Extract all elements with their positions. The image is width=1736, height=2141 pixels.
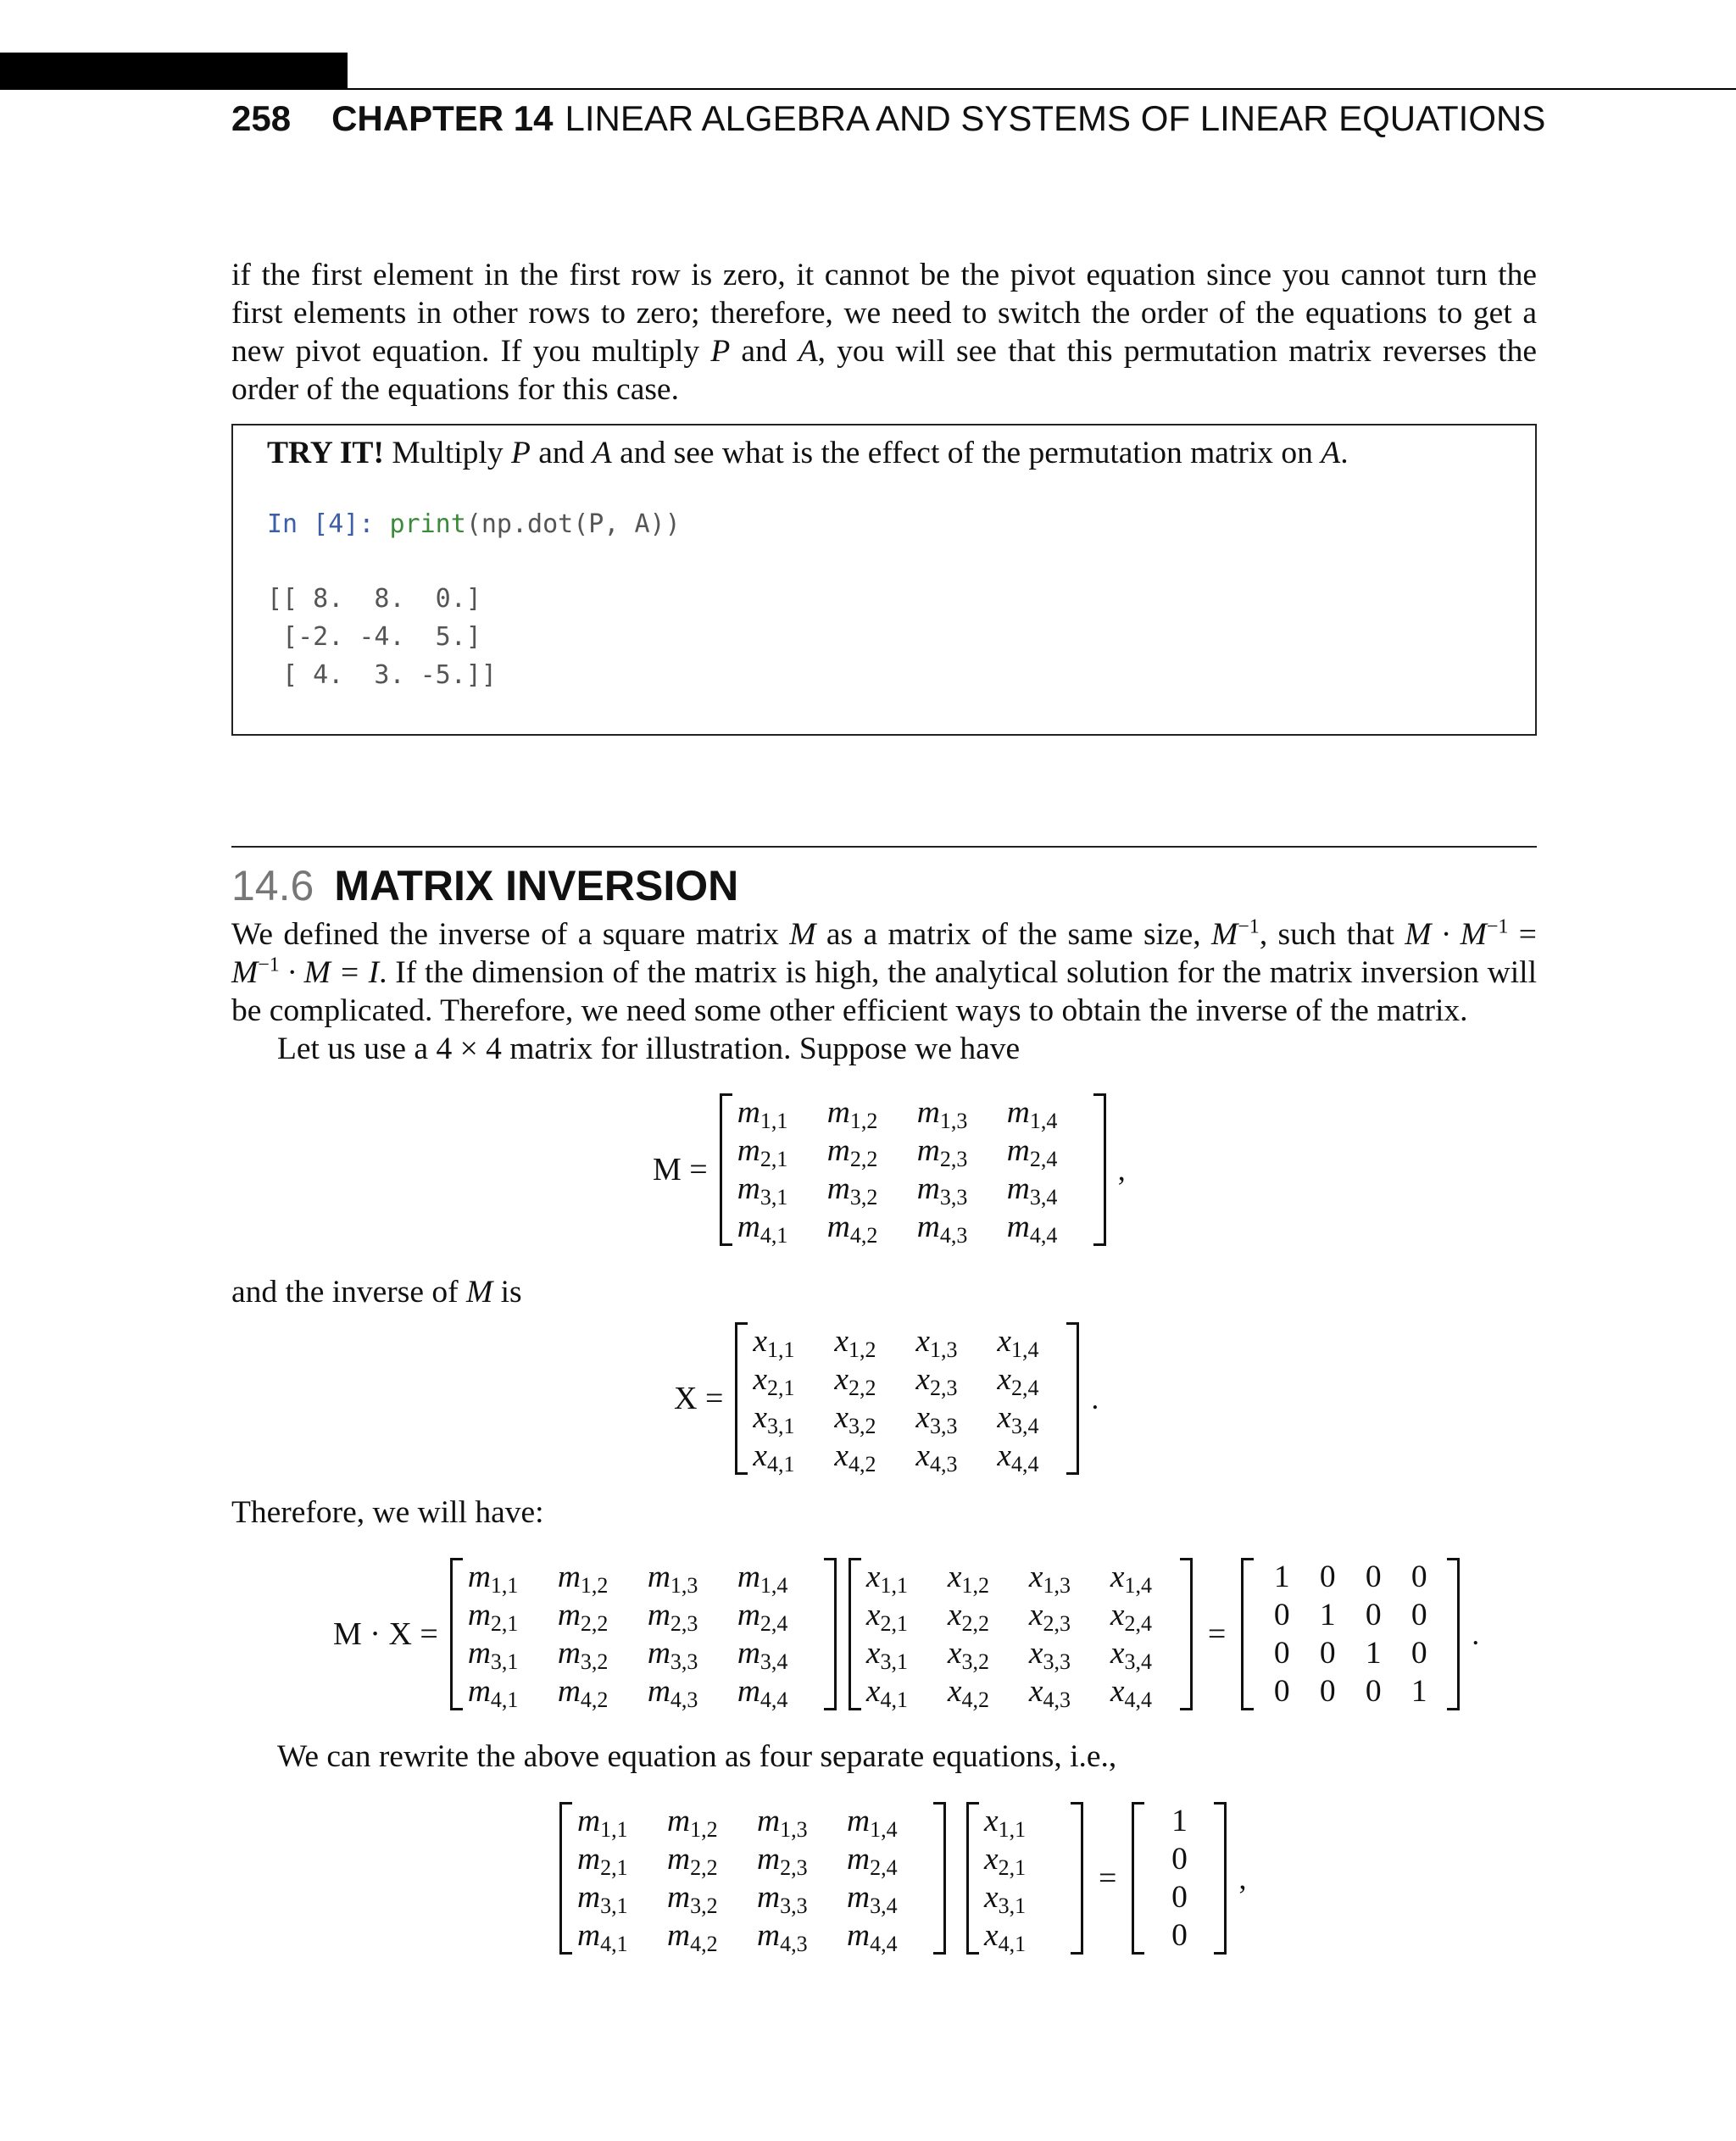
matrix-entry: $x_{2,4}$ <box>997 1362 1039 1400</box>
paragraph-inverse-definition: We defined the inverse of a square matrix M as a matrix of the same size, $M^{-1}$, such that $M \cdot M^{-1} = M^{-1} \cdot M = I$. If the dimension of the matrix is high, the analytical solution for the matrix inversion will be complicated. Therefore, we need some other efficient ways to obtain the inverse of the matrix. <box>231 915 1537 1028</box>
section-rule <box>231 846 1537 848</box>
matrix-entry: $x_{3,2}$ <box>947 1636 989 1674</box>
matrix-entry: $x_{1,4}$ <box>1110 1560 1152 1598</box>
matrix-entry: $m_{2,4}$ <box>1006 1133 1058 1171</box>
matrix-entry: $x_{1,2}$ <box>834 1324 876 1362</box>
matrix-entry: $x_{1,3}$ <box>915 1324 958 1362</box>
matrix-entry: 1 <box>1171 1804 1188 1838</box>
matrix-entry: $m_{1,1}$ <box>467 1560 519 1598</box>
equation-lhs: M = <box>653 1152 708 1187</box>
matrix-entry: $x_{3,2}$ <box>834 1400 876 1438</box>
matrix-entry: $m_{4,1}$ <box>467 1674 519 1712</box>
matrix-entry: $m_{3,2}$ <box>826 1171 878 1210</box>
identity-matrix <box>1241 1558 1460 1710</box>
section-title: MATRIX INVERSION <box>334 862 739 909</box>
chapter-title: LINEAR ALGEBRA AND SYSTEMS OF LINEAR EQUATIONS <box>565 98 1546 138</box>
matrix-entry: $x_{4,3}$ <box>915 1438 958 1476</box>
matrix-entry: $m_{3,3}$ <box>916 1171 968 1210</box>
vector-e1 <box>1132 1802 1227 1955</box>
matrix-entry: $m_{2,4}$ <box>847 1842 898 1880</box>
matrix-entry: $m_{3,1}$ <box>737 1171 788 1210</box>
matrix-entry: $m_{4,1}$ <box>737 1210 788 1248</box>
matrix-M <box>559 1802 946 1955</box>
matrix-entry: $m_{2,1}$ <box>737 1133 788 1171</box>
matrix-entry: 0 <box>1319 1636 1336 1671</box>
matrix-entry: $m_{1,3}$ <box>647 1560 698 1598</box>
matrix-entry: $x_{1,2}$ <box>947 1560 989 1598</box>
matrix-entry: 1 <box>1319 1598 1336 1632</box>
matrix-entry: $m_{4,4}$ <box>847 1918 898 1956</box>
matrix-entry: 0 <box>1273 1636 1290 1671</box>
header-black-bar <box>0 53 348 90</box>
matrix-entry: $m_{1,2}$ <box>826 1095 878 1133</box>
matrix-entry: $m_{3,1}$ <box>577 1880 628 1918</box>
matrix-entry: 0 <box>1365 1560 1382 1594</box>
matrix-entry: 0 <box>1410 1598 1427 1632</box>
matrix-entry: 1 <box>1273 1560 1290 1594</box>
matrix-entry: $x_{3,3}$ <box>1028 1636 1071 1674</box>
matrix-entry: $m_{1,2}$ <box>667 1804 718 1842</box>
matrix-entry: $m_{2,2}$ <box>826 1133 878 1171</box>
matrix-entry: $m_{3,4}$ <box>737 1636 788 1674</box>
matrix-entry: $x_{2,1}$ <box>984 1842 1027 1880</box>
paragraph-therefore: Therefore, we will have: <box>231 1495 544 1530</box>
matrix-entry: $m_{4,3}$ <box>647 1674 698 1712</box>
matrix-entry: $m_{2,3}$ <box>757 1842 808 1880</box>
matrix-entry: $m_{4,1}$ <box>577 1918 628 1956</box>
matrix-X <box>735 1322 1079 1475</box>
code-output-line: [ 4. 3. -5.]] <box>267 660 497 690</box>
matrix-entry: $x_{1,1}$ <box>984 1804 1027 1842</box>
matrix-entry: $x_{4,4}$ <box>1110 1674 1152 1712</box>
paragraph-illustration: Let us use a 4 × 4 matrix for illustration. Suppose we have <box>277 1032 1021 1066</box>
matrix-entry: $m_{3,4}$ <box>847 1880 898 1918</box>
matrix-entry: $x_{4,2}$ <box>834 1438 876 1476</box>
equation-lhs: X = <box>674 1381 724 1416</box>
paragraph-inverse-of-M: and the inverse of M is <box>231 1275 522 1310</box>
matrix-entry: 1 <box>1365 1636 1382 1671</box>
matrix-entry: $x_{2,2}$ <box>947 1598 989 1636</box>
try-it-box <box>231 424 1537 736</box>
matrix-entry: $x_{4,4}$ <box>997 1438 1039 1476</box>
matrix-entry: 0 <box>1171 1880 1188 1915</box>
try-it-title: TRY IT! Multiply P and A and see what is the effect of the permutation matrix on A. <box>267 436 1349 470</box>
matrix-entry: $m_{1,1}$ <box>577 1804 628 1842</box>
matrix-entry: 0 <box>1365 1674 1382 1709</box>
matrix-X <box>849 1558 1193 1710</box>
matrix-entry: 0 <box>1171 1918 1188 1953</box>
matrix-entry: $m_{3,3}$ <box>647 1636 698 1674</box>
matrix-entry: $x_{2,1}$ <box>865 1598 908 1636</box>
matrix-entry: $m_{2,2}$ <box>667 1842 718 1880</box>
equation-MX-identity: M · X = $m_{1,1}$ $m_{1,2}$ $m_{1,3}$ $m_{1,4}$ $m_{2,1}$ $m_{2,2}$ $m_{2,3}$ $m_{2,4}$ $m_{3,1}$ $m_{3,2}$ $m_{3,3}$ $m_{3,4}$ $m_{4,1}$ $m_{4,2}$ $m_{4,3}$ $m_{4,4}$ $x_{1,1}$ $x_{1,2}$ $x_{1,3}$ $x_{1,4}$ $x_{2,1}$ $x_{2,2}$ $x_{2,3}$ $x_{2,4}$ $x_{3,1}$ $x_{3,2}$ $x_{3,3}$ $x_{3,4}$ $x_{4,1}$ $x_{4,2}$ $x_{4,3}$ $x_{4,4}$ = 1 0 0 0 0 1 0 0 0 0 1 0 0 0 0 1 . <box>333 1560 1480 1712</box>
matrix-entry: $x_{2,3}$ <box>915 1362 958 1400</box>
paragraph-rewrite: We can rewrite the above equation as four separate equations, i.e., <box>277 1739 1117 1774</box>
matrix-entry: $x_{1,4}$ <box>997 1324 1039 1362</box>
matrix-entry: $x_{4,3}$ <box>1028 1674 1071 1712</box>
matrix-entry: 0 <box>1273 1598 1290 1632</box>
code-output <box>267 580 497 694</box>
matrix-entry: $m_{3,1}$ <box>467 1636 519 1674</box>
matrix-entry: $x_{3,4}$ <box>1110 1636 1152 1674</box>
matrix-entry: 0 <box>1171 1842 1188 1877</box>
matrix-entry: $x_{2,3}$ <box>1028 1598 1071 1636</box>
matrix-entry: $m_{1,3}$ <box>757 1804 808 1842</box>
matrix-entry: 0 <box>1365 1598 1382 1632</box>
equation-M: M = $m_{1,1}$ $m_{1,2}$ $m_{1,3}$ $m_{1,4}$ $m_{2,1}$ $m_{2,2}$ $m_{2,3}$ $m_{2,4}$ $m_{3,1}$ $m_{3,2}$ $m_{3,3}$ $m_{3,4}$ $m_{4,1}$ $m_{4,2}$ $m_{4,3}$ $m_{4,4}$ , <box>653 1095 1126 1248</box>
matrix-entry: 0 <box>1410 1560 1427 1594</box>
header-rule <box>348 88 1736 90</box>
matrix-entry: 0 <box>1273 1674 1290 1709</box>
matrix-entry: 1 <box>1410 1674 1427 1709</box>
page-number: 258 <box>231 98 292 138</box>
matrix-entry: $m_{1,4}$ <box>1006 1095 1058 1133</box>
equation-lhs: M · X = <box>333 1616 438 1652</box>
matrix-entry: $x_{1,3}$ <box>1028 1560 1071 1598</box>
matrix-entry: $m_{1,4}$ <box>847 1804 898 1842</box>
matrix-entry: $x_{3,3}$ <box>915 1400 958 1438</box>
code-output-line: [[ 8. 8. 0.] <box>267 584 481 614</box>
matrix-entry: $m_{1,1}$ <box>737 1095 788 1133</box>
running-head <box>231 95 1545 142</box>
matrix-entry: $x_{3,1}$ <box>984 1880 1027 1918</box>
matrix-entry: $x_{1,1}$ <box>753 1324 795 1362</box>
matrix-entry: $m_{4,3}$ <box>916 1210 968 1248</box>
matrix-entry: $m_{4,2}$ <box>826 1210 878 1248</box>
matrix-entry: $m_{2,3}$ <box>647 1598 698 1636</box>
matrix-entry: $m_{2,1}$ <box>577 1842 628 1880</box>
equation-first-column: $m_{1,1}$ $m_{1,2}$ $m_{1,3}$ $m_{1,4}$ $m_{2,1}$ $m_{2,2}$ $m_{2,3}$ $m_{2,4}$ $m_{3,1}$ $m_{3,2}$ $m_{3,3}$ $m_{3,4}$ $m_{4,1}$ $m_{4,2}$ $m_{4,3}$ $m_{4,4}$ $x_{1,1}$ $x_{2,1}$ $x_{3,1}$ $x_{4,1}$ = 1 0 0 0 , <box>559 1802 1246 1955</box>
code-input: In [4]: print(np.dot(P, A)) <box>267 509 681 539</box>
matrix-entry: $m_{4,3}$ <box>757 1918 808 1956</box>
matrix-entry: $x_{1,1}$ <box>865 1560 908 1598</box>
matrix-entry: $m_{2,3}$ <box>916 1133 968 1171</box>
matrix-entry: $m_{3,2}$ <box>557 1636 609 1674</box>
matrix-entry: $x_{4,1}$ <box>865 1674 908 1712</box>
vector-x-column-1 <box>966 1802 1083 1955</box>
matrix-entry: $x_{2,2}$ <box>834 1362 876 1400</box>
matrix-entry: $x_{3,1}$ <box>753 1400 795 1438</box>
matrix-M <box>450 1558 837 1710</box>
matrix-entry: 0 <box>1319 1560 1336 1594</box>
matrix-entry: 0 <box>1410 1636 1427 1671</box>
matrix-entry: $m_{4,2}$ <box>667 1918 718 1956</box>
matrix-entry: $m_{4,4}$ <box>737 1674 788 1712</box>
matrix-entry: $m_{3,4}$ <box>1006 1171 1058 1210</box>
matrix-entry: $x_{4,1}$ <box>753 1438 795 1476</box>
chapter-label: CHAPTER 14 <box>331 98 554 138</box>
equation-X: X = $x_{1,1}$ $x_{1,2}$ $x_{1,3}$ $x_{1,4}$ $x_{2,1}$ $x_{2,2}$ $x_{2,3}$ $x_{2,4}$ $x_{3,1}$ $x_{3,2}$ $x_{3,3}$ $x_{3,4}$ $x_{4,1}$ $x_{4,2}$ $x_{4,3}$ $x_{4,4}$ . <box>674 1324 1099 1476</box>
code-output-line: [-2. -4. 5.] <box>267 622 481 652</box>
section-number: 14.6 <box>231 862 314 909</box>
matrix-entry: $m_{3,3}$ <box>757 1880 808 1918</box>
matrix-entry: $m_{1,4}$ <box>737 1560 788 1598</box>
matrix-entry: $m_{2,4}$ <box>737 1598 788 1636</box>
matrix-entry: $m_{3,2}$ <box>667 1880 718 1918</box>
intro-paragraph: if the first element in the first row is zero, it cannot be the pivot equation since you cannot turn the first elements in other rows to zero; therefore, we need to switch the order of the equations to get a new pivot equation. If you multiply P and A, you will see that this permutation matrix reverses the order of the equations for this case. <box>231 258 1537 407</box>
matrix-entry: 0 <box>1319 1674 1336 1709</box>
matrix-entry: $m_{2,2}$ <box>557 1598 609 1636</box>
matrix-entry: $x_{2,1}$ <box>753 1362 795 1400</box>
section-heading <box>231 858 738 914</box>
matrix-entry: $x_{3,4}$ <box>997 1400 1039 1438</box>
matrix-entry: $x_{4,1}$ <box>984 1918 1027 1956</box>
matrix-entry: $m_{2,1}$ <box>467 1598 519 1636</box>
matrix-entry: $m_{4,4}$ <box>1006 1210 1058 1248</box>
matrix-entry: $m_{4,2}$ <box>557 1674 609 1712</box>
matrix-entry: $m_{1,2}$ <box>557 1560 609 1598</box>
matrix-M <box>720 1093 1106 1246</box>
matrix-entry: $m_{1,3}$ <box>916 1095 968 1133</box>
matrix-entry: $x_{2,4}$ <box>1110 1598 1152 1636</box>
matrix-entry: $x_{4,2}$ <box>947 1674 989 1712</box>
matrix-entry: $x_{3,1}$ <box>865 1636 908 1674</box>
